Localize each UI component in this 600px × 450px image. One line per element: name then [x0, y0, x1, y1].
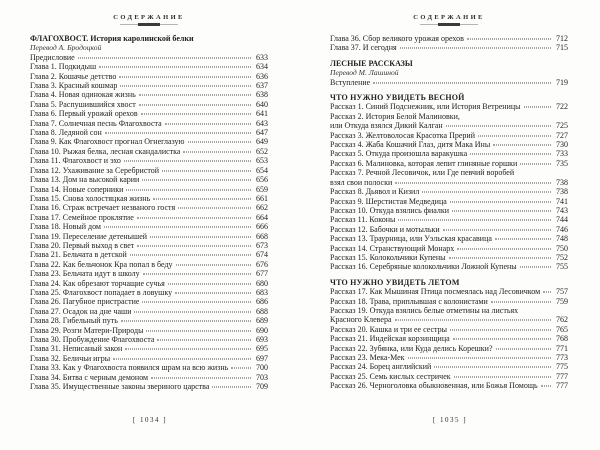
toc-entry-page-number: 634	[256, 62, 268, 72]
subsection-heading: ЧТО НУЖНО УВИДЕТЬ ЛЕТОМ	[330, 277, 460, 287]
dot-leader	[450, 329, 551, 330]
toc-entry-page-number: 647	[256, 128, 268, 138]
toc-entry	[30, 100, 268, 109]
toc-entry-label: Рассказ 23. Мека-Мек	[330, 353, 405, 362]
toc-list-left	[30, 34, 268, 391]
toc-entry	[330, 121, 568, 130]
toc-entry-page-number: 703	[256, 372, 268, 382]
toc-entry-page-number: 727	[556, 130, 568, 140]
dot-leader	[408, 358, 551, 359]
dot-leader	[212, 387, 251, 388]
toc-entry-label: Глава 29. Розги Матери-Природы	[30, 325, 144, 335]
toc-entry	[330, 297, 568, 306]
toc-entry-label: Глава 36. Сбор великого урожая орехов	[330, 34, 464, 43]
toc-entry	[330, 102, 568, 111]
dot-leader	[453, 339, 551, 340]
toc-entry-page-number: 722	[556, 102, 568, 112]
toc-entry	[30, 354, 268, 363]
toc-entry-label: Рассказ 13. Траурница, или Уэльская красавица	[330, 234, 492, 244]
dot-leader	[449, 257, 551, 258]
dot-leader	[443, 229, 551, 230]
toc-entry	[30, 232, 268, 241]
dot-leader	[446, 126, 551, 127]
dot-leader	[176, 264, 251, 265]
toc-entry-label: Рассказ 9. Шерстистая Медведица	[330, 196, 447, 206]
toc-entry	[330, 149, 568, 158]
toc-entry-label: Рассказ 16. Серебряные колокольчики Ложной Купены	[330, 262, 517, 272]
dot-leader	[478, 135, 551, 136]
toc-entry-label: Рассказ 12. Бабочки и мотыльки	[330, 224, 440, 234]
toc-entry	[30, 62, 268, 71]
dot-leader	[146, 330, 251, 331]
toc-entry-page-number: 686	[256, 297, 268, 307]
toc-entry	[30, 260, 268, 269]
toc-entry-label: Глава 3. Красный кошмар	[30, 81, 118, 91]
dot-leader	[153, 198, 251, 199]
toc-entry	[30, 166, 268, 175]
toc-entry-page-number: 697	[256, 353, 268, 363]
toc-entry	[330, 334, 568, 343]
dot-leader	[113, 358, 251, 359]
toc-entry	[30, 90, 268, 99]
toc-entry	[330, 372, 568, 381]
toc-entry	[330, 131, 568, 140]
toc-entry	[30, 297, 268, 306]
toc-entry-page-number: 652	[256, 146, 268, 156]
toc-entry-page-number: 640	[256, 99, 268, 109]
toc-entry-label: Красного Клевера	[330, 315, 392, 325]
toc-entry	[30, 81, 268, 90]
dot-leader	[395, 320, 551, 321]
dot-leader	[183, 151, 251, 152]
toc-entry-page-number: 659	[256, 184, 268, 194]
toc-entry-label: Рассказ 10. Откуда взялись фиалки	[330, 205, 450, 215]
dot-leader	[175, 292, 251, 293]
subsection-heading: ЧТО НУЖНО УВИДЕТЬ ВЕСНОЙ	[330, 93, 465, 103]
toc-entry-label: Глава 15. Снова холостяцкая жизнь	[30, 193, 151, 203]
toc-entry-page-number: 773	[556, 353, 568, 362]
translator-credit: Перевод А. Бродоцкой	[30, 43, 102, 53]
toc-entry-label: Вступление	[330, 77, 371, 87]
toc-entry	[30, 185, 268, 194]
dot-leader	[422, 192, 551, 193]
toc-entry-page-number: 633	[256, 52, 268, 62]
toc-entry	[30, 53, 268, 62]
toc-entry-page-number: 757	[556, 287, 568, 297]
toc-entry	[330, 287, 568, 296]
dot-leader	[99, 67, 251, 68]
toc-entry-page-number: 738	[556, 177, 568, 187]
toc-entry-page-number: 654	[256, 165, 268, 175]
toc-entry-label: Глава 2. Кошачье детство	[30, 71, 117, 81]
toc-entry-label: Рассказ 8. Дьявол и Кизил	[330, 187, 420, 197]
toc-entry-label: Глава 14. Новые соперники	[30, 184, 124, 194]
toc-entry-page-number: 653	[256, 156, 268, 166]
toc-entry	[30, 194, 268, 203]
toc-entry-label: Глава 20. Первый выход в свет	[30, 240, 135, 250]
dot-leader	[137, 245, 251, 246]
dot-leader	[496, 348, 552, 349]
toc-entry-page-number: 743	[556, 205, 568, 215]
toc-entry	[30, 382, 268, 391]
toc-entry	[30, 250, 268, 259]
toc-entry	[330, 253, 568, 262]
toc-entry-label: Глава 5. Распушившийся хвост	[30, 99, 136, 109]
page-number-left: [ 1034 ]	[132, 416, 168, 424]
toc-entry-page-number: 752	[556, 252, 568, 262]
toc-entry-label: Глава 31. Неписаный закон	[30, 344, 123, 354]
toc-entry-page-number: 730	[556, 140, 568, 150]
toc-entry-page-number: 688	[256, 306, 268, 316]
dot-leader	[104, 227, 251, 228]
toc-entry-label: Глава 17. Семейное проклятие	[30, 212, 134, 222]
toc-entry-label: Глава 33. Как у Флагохвоста появился шрам на всю жизнь	[30, 363, 229, 373]
dot-leader	[137, 217, 251, 218]
section-title: ЛЕСНЫЕ РАССКАЗЫ	[330, 58, 413, 68]
toc-entry	[30, 203, 268, 212]
toc-entry-page-number: 746	[556, 224, 568, 234]
toc-entry	[30, 269, 268, 278]
toc-entry-label: Глава 16. Страж встречает незваного гостя	[30, 203, 176, 213]
dot-leader	[188, 142, 251, 143]
dot-leader	[105, 133, 251, 134]
toc-entry	[330, 262, 568, 271]
page-right	[300, 0, 600, 450]
toc-entry-label: Глава 35. Имущественные законы звериного царства	[30, 382, 210, 392]
toc-entry-label: Глава 21. Бельчата в детской	[30, 250, 127, 260]
toc-entry	[30, 335, 268, 344]
toc-entry	[330, 187, 568, 196]
dot-leader	[491, 301, 551, 302]
dot-leader	[151, 377, 251, 378]
toc-entry-first-line: Рассказ 19. Откуда взялись белые отметины на листьях	[330, 305, 519, 315]
dot-leader	[130, 255, 251, 256]
toc-entry-page-number: 674	[256, 250, 268, 260]
toc-entry	[330, 344, 568, 353]
toc-entry-label: Рассказ 17. Как Мышиная Птица посмеялась над Лесовичком	[330, 287, 541, 297]
dot-leader	[142, 180, 251, 181]
toc-entry-page-number: 755	[556, 262, 568, 272]
toc-entry-label: Рассказ 1. Синий Подснежник, или История Ветреницы	[330, 102, 521, 112]
page-number-right: [ 1035 ]	[432, 416, 468, 424]
toc-entry-page-number: 759	[556, 296, 568, 306]
toc-entry-page-number: 643	[256, 118, 268, 128]
dot-leader	[121, 321, 251, 322]
toc-entry-page-number: 666	[256, 222, 268, 232]
toc-entry-label: Глава 25. Флагохвост попадает в ловушку	[30, 287, 173, 297]
toc-entry-label: Глава 11. Флагохвост и эхо	[30, 156, 121, 166]
dot-leader	[520, 163, 551, 164]
toc-entry	[30, 222, 268, 231]
toc-entry-page-number: 777	[556, 371, 568, 381]
dot-leader	[139, 104, 251, 105]
toc-entry	[330, 34, 568, 43]
toc-entry-page-number: 690	[256, 325, 268, 335]
toc-entry	[30, 213, 268, 222]
dot-leader	[178, 208, 251, 209]
toc-entry-page-number: 656	[256, 175, 268, 185]
toc-entry-page-number: 700	[256, 363, 268, 373]
running-head-title: СОДЕРЖАНИЕ	[413, 14, 485, 21]
dot-leader	[142, 302, 251, 303]
toc-entry-page-number: 765	[556, 324, 568, 334]
toc-entry	[30, 147, 268, 156]
toc-entry	[30, 241, 268, 250]
toc-entry-label: Глава 1. Подкидыш	[30, 62, 97, 72]
dot-leader	[125, 349, 251, 350]
toc-entry-page-number: 744	[556, 215, 568, 225]
toc-entry	[330, 325, 568, 334]
dot-leader	[520, 267, 551, 268]
toc-entry-page-number: 775	[556, 362, 568, 372]
toc-entry-label: Глава 28. Гибельный путь	[30, 316, 118, 326]
dot-leader	[120, 86, 251, 87]
toc-entry-label: Глава 12. Ухаживание за Серебристой	[30, 165, 160, 175]
toc-entry-label: Глава 26. Пагубное пристрастие	[30, 297, 140, 307]
dot-leader	[162, 170, 251, 171]
toc-entry-page-number: 662	[256, 203, 268, 213]
toc-entry-page-number: 735	[556, 158, 568, 168]
toc-entry-page-number: 695	[256, 344, 268, 354]
dot-leader	[168, 283, 251, 284]
toc-entry-label: Глава 30. Пробуждение Флагохвоста	[30, 335, 155, 344]
dot-leader	[434, 367, 551, 368]
toc-entry-label: Глава 6. Первый урожай орехов	[30, 109, 138, 119]
toc-entry	[330, 225, 568, 234]
toc-entry-label: Рассказ 14. Странствующий Монарх	[330, 243, 455, 253]
toc-entry-page-number: 638	[256, 90, 268, 100]
toc-entry	[330, 178, 568, 187]
toc-entry-label: Глава 8. Ледяной сон	[30, 128, 102, 138]
toc-entry-label: взял свои полоски	[330, 177, 393, 187]
toc-entry-label: или Откуда взялся Дикий Калган	[330, 121, 443, 131]
toc-entry-page-number: 738	[556, 187, 568, 197]
dot-leader	[134, 311, 251, 312]
toc-entry-page-number: 768	[556, 334, 568, 344]
toc-entry-label: Глава 18. Новый дом	[30, 222, 101, 232]
toc-entry	[330, 215, 568, 224]
toc-entry-page-number: 733	[556, 149, 568, 159]
toc-entry-page-number: 673	[256, 240, 268, 250]
toc-entry	[30, 137, 268, 146]
dot-leader	[157, 340, 251, 341]
section-title: ФЛАГОХВОСТ. История каролинской белки	[30, 34, 194, 43]
toc-entry	[330, 353, 568, 362]
dot-leader	[119, 76, 251, 77]
toc-entry-label: Рассказ 6. Малиновка, которая лепит глиняные горшки	[330, 158, 518, 168]
toc-entry-page-number: 641	[256, 109, 268, 119]
dot-leader	[126, 189, 251, 190]
toc-entry-label: Рассказ 11. Коконы	[330, 215, 396, 225]
toc-entry	[30, 156, 268, 165]
toc-entry-label: Глава 10. Рыжая белка, лесная скандалистка	[30, 146, 181, 156]
toc-entry	[330, 234, 568, 243]
toc-entry-label: Глава 37. И сегодня	[330, 43, 397, 53]
toc-entry-page-number: 725	[556, 121, 568, 131]
toc-entry-first-line: Рассказ 2. История Белой Малиновки,	[330, 111, 460, 121]
toc-entry-page-number: 709	[256, 382, 268, 392]
dot-leader	[143, 274, 251, 275]
toc-entry-page-number: 636	[256, 71, 268, 81]
toc-entry-label: Рассказ 22. Зубянка, или Куда делись Корешки?	[330, 343, 493, 353]
toc-entry-page-number: 664	[256, 212, 268, 222]
toc-entry-label: Рассказ 15. Колокольчики Купены	[330, 252, 446, 262]
running-head-right	[330, 14, 568, 25]
toc-list-right	[330, 34, 568, 391]
toc-entry-label: Рассказ 5. Откуда произошла варакушка	[330, 149, 468, 159]
toc-entry-label: Рассказ 4. Жаба Кошачий Глаз, дитя Мака Ины	[330, 140, 491, 150]
toc-entry	[30, 119, 268, 128]
toc-entry-label: Глава 22. Как бельчонок Кра попал в беду	[30, 259, 173, 269]
toc-entry-page-number: 715	[556, 43, 568, 53]
toc-entry-page-number: 661	[256, 193, 268, 203]
toc-entry-label: Рассказ 25. Семь кислых сестричек	[330, 371, 451, 381]
toc-entry-page-number: 771	[556, 343, 568, 353]
dot-leader	[541, 386, 551, 387]
toc-entry	[330, 43, 568, 52]
toc-entry-page-number: 677	[256, 269, 268, 279]
dot-leader	[454, 376, 551, 377]
dot-leader	[141, 114, 251, 115]
toc-entry	[30, 175, 268, 184]
toc-entry-page-number: 748	[556, 234, 568, 244]
translator-credit: Перевод М. Лашиной	[330, 68, 399, 78]
toc-entry-label: Глава 34. Битва с черным демоном	[30, 372, 149, 382]
toc-entry-page-number: 689	[256, 316, 268, 326]
toc-entry-page-number: 668	[256, 231, 268, 241]
toc-entry-label: Глава 24. Как обрезают торчащие сучья	[30, 278, 165, 288]
toc-entry	[30, 344, 268, 353]
header-rule	[120, 24, 178, 25]
toc-entry-page-number: 750	[556, 243, 568, 253]
dot-leader	[524, 107, 552, 108]
dot-leader	[450, 201, 551, 202]
dot-leader	[165, 123, 251, 124]
toc-entry-page-number: 712	[556, 34, 568, 43]
toc-entry-page-number: 719	[556, 77, 568, 87]
toc-entry-label: Глава 9. Как Флагохвост прогнал Огнеглазую	[30, 137, 185, 147]
dot-leader	[400, 48, 551, 49]
toc-entry	[330, 315, 568, 324]
toc-entry-label: Рассказ 3. Желтоволосая Красотка Прерий	[330, 130, 475, 140]
header-rule	[420, 24, 478, 25]
toc-entry	[30, 373, 268, 382]
dot-leader	[543, 292, 551, 293]
toc-entry	[330, 78, 568, 87]
running-head-title: СОДЕРЖАНИЕ	[113, 14, 185, 21]
toc-entry	[30, 72, 268, 81]
dot-leader	[467, 39, 551, 40]
toc-entry-label: Глава 13. Дом на высокой карии	[30, 175, 140, 185]
toc-entry-label: Рассказ 20. Кашка и три ее сестры	[330, 324, 448, 334]
toc-entry-label: Глава 23. Бельчата идут в школу	[30, 269, 140, 279]
toc-entry	[30, 307, 268, 316]
toc-entry	[330, 244, 568, 253]
toc-entry	[30, 128, 268, 137]
toc-entry-first-line: Рассказ 7. Речной Лесовичок, или Где певчий воробей	[330, 168, 515, 178]
toc-entry	[330, 381, 568, 390]
toc-entry	[30, 316, 268, 325]
dot-leader	[124, 161, 251, 162]
toc-entry	[330, 206, 568, 215]
dot-leader	[493, 145, 551, 146]
toc-entry-label: Глава 4. Новая одинокая жизнь	[30, 90, 136, 100]
toc-entry	[30, 109, 268, 118]
dot-leader	[78, 57, 251, 58]
toc-entry-page-number: 741	[556, 196, 568, 206]
dot-leader	[373, 82, 551, 83]
running-head-left	[30, 14, 268, 25]
toc-entry-page-number: 637	[256, 81, 268, 91]
toc-entry	[30, 363, 268, 372]
dot-leader	[395, 182, 551, 183]
toc-entry-label: Рассказ 26. Черноголовка обыкновенная, или Божья Помощь	[330, 381, 538, 391]
dot-leader	[457, 248, 551, 249]
dot-leader	[470, 154, 551, 155]
toc-entry	[330, 140, 568, 149]
toc-entry	[330, 362, 568, 371]
toc-entry-page-number: 676	[256, 259, 268, 269]
dot-leader	[452, 210, 551, 211]
toc-entry-page-number: 680	[256, 278, 268, 288]
dot-leader	[139, 95, 251, 96]
toc-entry-label: Глава 27. Осадок на дне чаши	[30, 306, 132, 316]
dot-leader	[231, 368, 251, 369]
toc-entry	[30, 288, 268, 297]
dot-leader	[495, 239, 551, 240]
toc-entry-page-number: 762	[556, 315, 568, 325]
toc-entry-label: Рассказ 21. Индейская корзинщица	[330, 334, 450, 344]
toc-entry-label: Рассказ 18. Трава, приплывшая с колонистами	[330, 296, 488, 306]
toc-entry-page-number: 693	[256, 335, 268, 344]
toc-entry	[30, 279, 268, 288]
toc-entry-label: Глава 32. Беличьи игры	[30, 353, 111, 363]
toc-entry-label: Глава 7. Солнечная песнь Флагохвоста	[30, 118, 162, 128]
toc-entry	[330, 197, 568, 206]
toc-entry-label: Рассказ 24. Борец английский	[330, 362, 432, 372]
toc-entry	[330, 159, 568, 168]
toc-entry-label: Предисловие	[30, 52, 75, 62]
toc-entry-page-number: 649	[256, 137, 268, 147]
toc-entry-page-number: 683	[256, 287, 268, 297]
toc-entry-page-number: 777	[556, 381, 568, 391]
toc-entry-label: Глава 19. Переселение детенышей	[30, 231, 148, 241]
dot-leader	[398, 220, 551, 221]
toc-entry	[30, 326, 268, 335]
dot-leader	[150, 236, 251, 237]
